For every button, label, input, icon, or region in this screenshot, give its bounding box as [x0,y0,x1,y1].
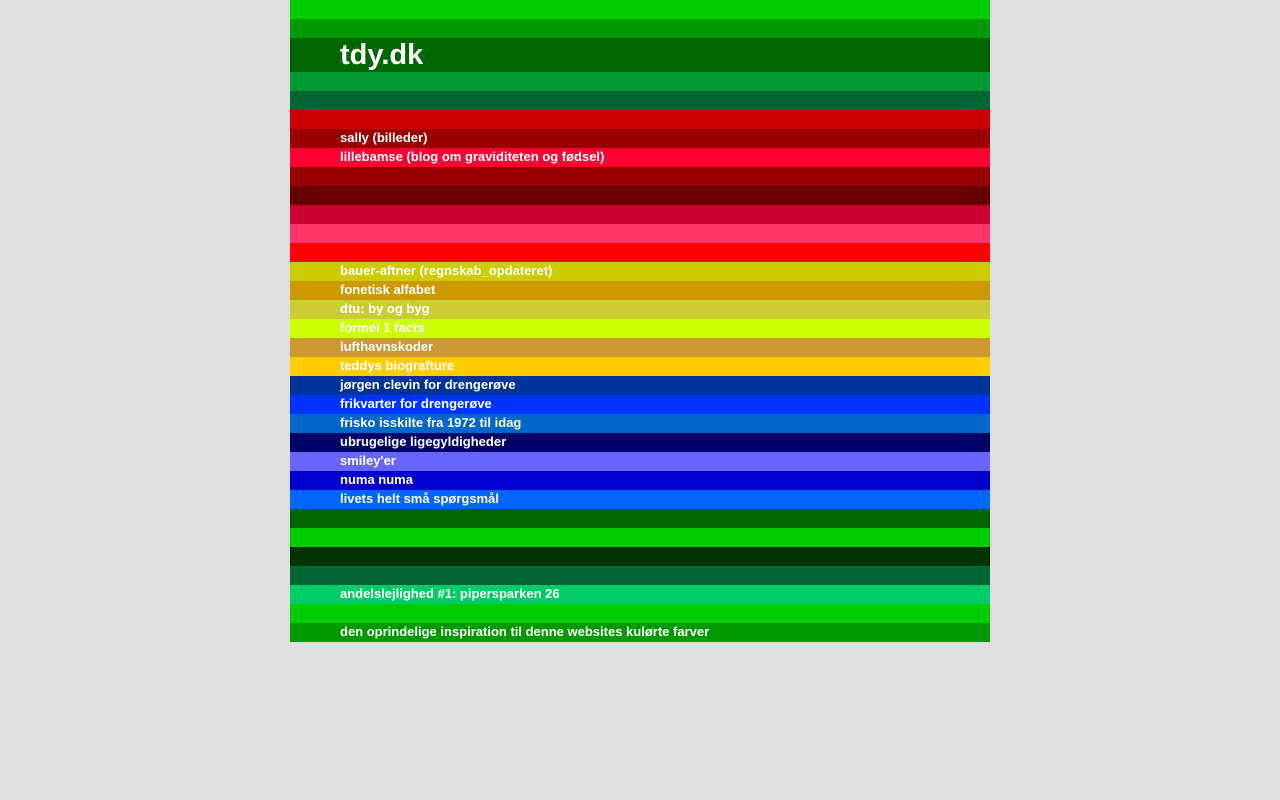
color-band [290,243,990,262]
color-band [290,224,990,243]
link-row [290,376,990,395]
color-band [290,566,990,585]
link-row [290,414,990,433]
nav-link[interactable]: numa numa [340,472,413,487]
link-row [290,300,990,319]
link-row [290,585,990,604]
color-band [290,547,990,566]
color-band [290,19,990,38]
nav-link[interactable]: smiley'er [340,453,396,468]
nav-link[interactable]: lufthavnskoder [340,339,434,354]
link-row [290,129,990,148]
link-row [290,623,990,642]
link-row [290,395,990,414]
color-band [290,167,990,186]
nav-link[interactable]: formel 1 facts [340,320,425,335]
color-band [290,72,990,91]
color-band [290,0,990,19]
nav-link[interactable]: den oprindelige inspiration til denne websites kulørte farver [340,624,710,639]
link-row [290,281,990,300]
nav-link[interactable]: fonetisk alfabet [340,282,436,297]
color-band [290,91,990,110]
color-band [290,604,990,623]
page-column [290,0,990,642]
color-band [290,110,990,129]
link-row [290,338,990,357]
nav-link[interactable]: jørgen clevin for drengerøve [340,377,516,392]
site-title: tdy.dk [290,38,990,72]
link-row [290,490,990,509]
nav-link[interactable]: andelslejlighed #1: pipersparken 26 [340,586,560,601]
nav-link[interactable]: frisko isskilte fra 1972 til idag [340,415,522,430]
link-row [290,452,990,471]
color-band [290,509,990,528]
nav-link[interactable]: teddys biografture [340,358,455,373]
nav-link[interactable]: sally (billeder) [340,130,428,145]
link-row [290,433,990,452]
nav-link[interactable]: frikvarter for drengerøve [340,396,492,411]
nav-link[interactable]: dtu: by og byg [340,301,430,316]
color-band [290,528,990,547]
color-band [290,205,990,224]
color-band [290,186,990,205]
link-row [290,357,990,376]
nav-link[interactable]: livets helt små spørgsmål [340,491,499,506]
nav-link[interactable]: lillebamse (blog om graviditeten og fødsel) [340,149,605,164]
link-row [290,319,990,338]
link-row [290,148,990,167]
link-row [290,471,990,490]
nav-link[interactable]: ubrugelige ligegyldigheder [340,434,507,449]
link-row [290,262,990,281]
nav-link[interactable]: bauer-aftner (regnskab_opdateret) [340,263,553,278]
